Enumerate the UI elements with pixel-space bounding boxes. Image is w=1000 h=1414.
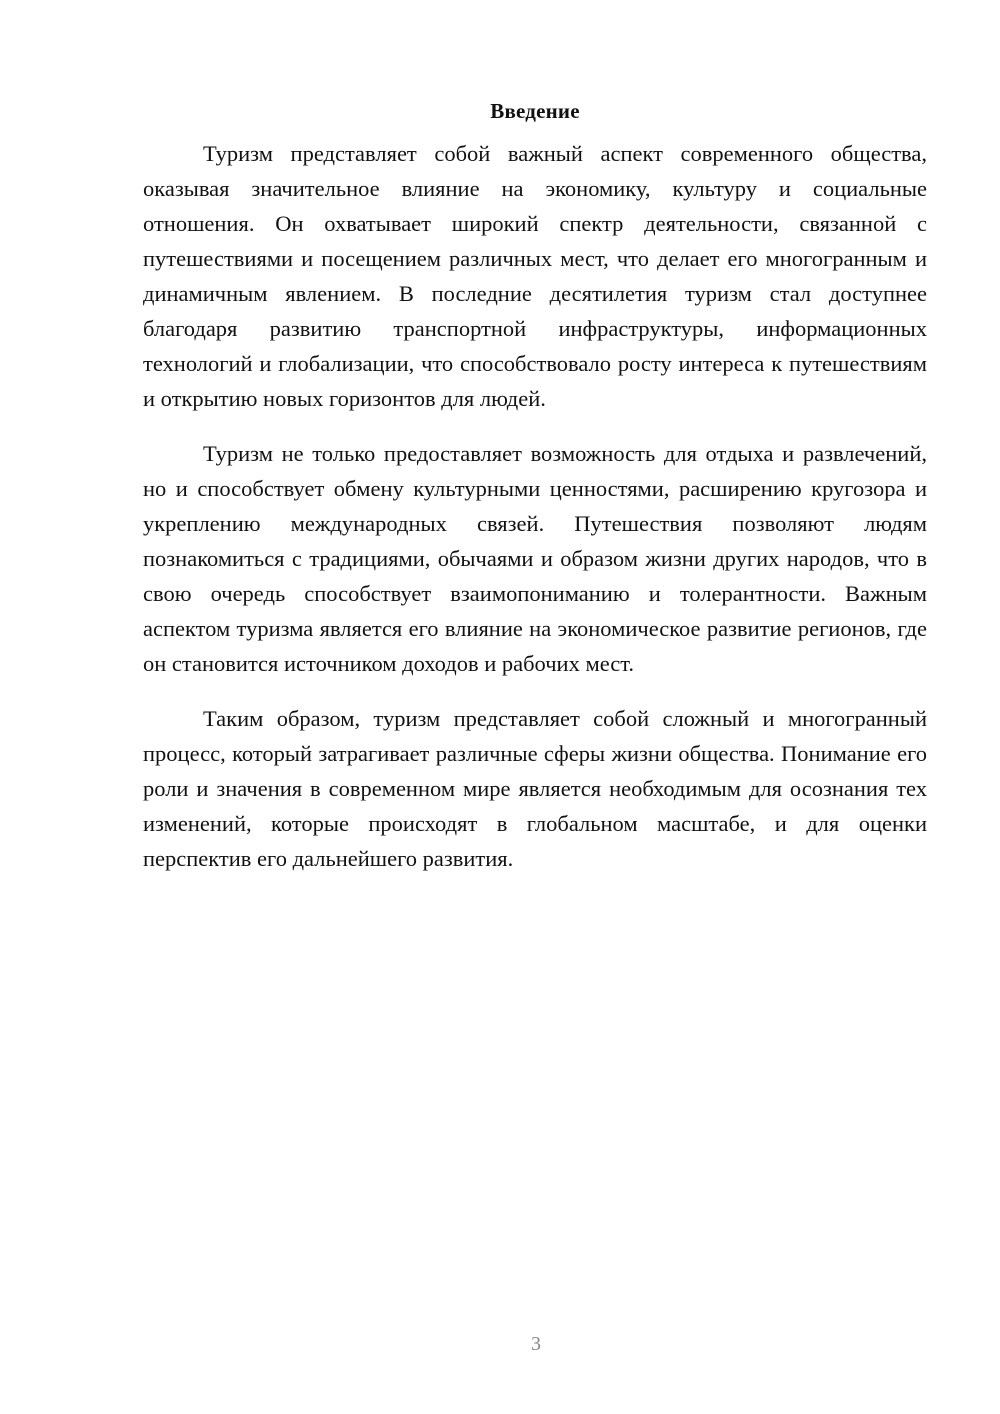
paragraph-3: Таким образом, туризм представляет собой сложный и многогранный процесс, который затрагивает различные сферы жизни общества. Понимание его роли и значения в современном мире является необходимым для осознания тех изменений, которые происходят в глобальном масштабе, и для оценки перспектив его дальнейшего развития. — [143, 706, 927, 871]
page-number: 3 — [531, 1333, 541, 1355]
paragraph-2: Туризм не только предоставляет возможность для отдыха и развлечений, но и способствует обмену культурными ценностями, расширению кругозора и укреплению международных связей. Путешествия позволяют людям познакомиться с традициями, обычаями и образом жизни других народов, что в свою очередь способствует взаимопониманию и толерантности. Важным аспектом туризма является его влияние на экономическое развитие регионов, где он становится источником доходов и рабочих мест. — [143, 441, 927, 676]
document-body — [143, 96, 927, 896]
paragraph-1: Туризм представляет собой важный аспект современного общества, оказывая значительное влияние на экономику, культуру и социальные отношения. Он охватывает широкий спектр деятельности, связанной с путешествиями и посещением различных мест, что делает его многогранным и динамичным явлением. В последние десятилетия туризм стал доступнее благодаря развитию транспортной инфраструктуры, информационных технологий и глобализации, что способствовало росту интереса к путешествиям и открытию новых горизонтов для людей. — [143, 141, 927, 411]
section-title: Введение — [490, 99, 580, 123]
